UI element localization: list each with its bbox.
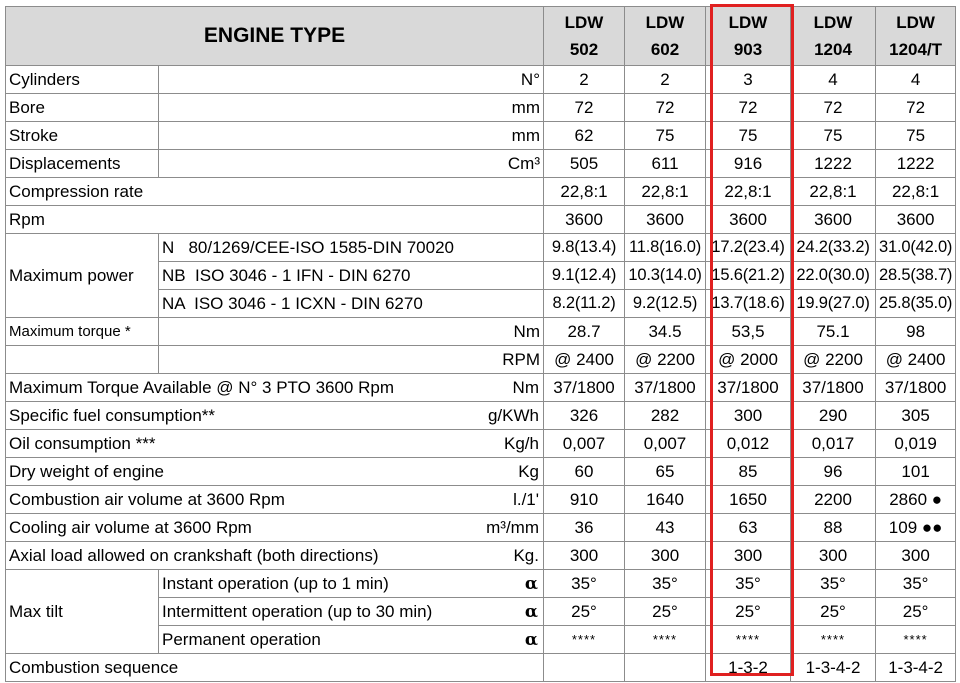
cell: 300 — [876, 542, 956, 570]
cell: 72 — [876, 94, 956, 122]
row-displacements — [6, 150, 956, 178]
cell: 9.8(13.4) — [544, 234, 625, 262]
cell: 1222 — [876, 150, 956, 178]
cell: 2 — [544, 66, 625, 94]
cell: 22,8:1 — [706, 178, 791, 206]
cell: 0,007 — [544, 430, 625, 458]
cell: 300 — [706, 542, 791, 570]
cell: 63 — [706, 514, 791, 542]
alpha-unit: α — [524, 601, 538, 622]
alpha-unit: α — [524, 573, 538, 594]
row-unit: mm — [159, 94, 544, 122]
row-unit: Nm — [512, 377, 539, 397]
cell: 290 — [791, 402, 876, 430]
cell: 25.8(35.0) — [876, 290, 956, 318]
cell: 1-3-4-2 — [876, 654, 956, 682]
cell: 72 — [544, 94, 625, 122]
cell: 19.9(27.0) — [791, 290, 876, 318]
sub-label: NB ISO 3046 - 1 IFN - DIN 6270 — [159, 262, 544, 290]
cell: 35° — [791, 570, 876, 598]
cell: 13.7(18.6) — [706, 290, 791, 318]
cell: 3 — [706, 66, 791, 94]
cell: @ 2400 — [544, 346, 625, 374]
cell: 34.5 — [625, 318, 706, 346]
cell: **** — [791, 626, 876, 654]
row-unit: mm — [159, 122, 544, 150]
sub-label: N 80/1269/CEE-ISO 1585-DIN 70020 — [159, 234, 544, 262]
cell — [625, 654, 706, 682]
row-cooling-air — [6, 514, 956, 542]
engine-type-heading: ENGINE TYPE — [6, 7, 544, 66]
row-rpm — [6, 206, 956, 234]
cell: 9.1(12.4) — [544, 262, 625, 290]
row-label: Cooling air volume at 3600 Rpm — [9, 517, 252, 537]
row-max-torque-rpm — [6, 346, 956, 374]
max-tilt-label: Max tilt — [6, 570, 159, 654]
cell: 36 — [544, 514, 625, 542]
cell: 0,012 — [706, 430, 791, 458]
cell: 96 — [791, 458, 876, 486]
model-header-ldw602: LDW 602 — [625, 7, 706, 66]
sub-label: Instant operation (up to 1 min) — [162, 573, 389, 593]
sub-label: Permanent operation — [162, 629, 321, 649]
row-label-unit — [6, 402, 544, 430]
cell: 98 — [876, 318, 956, 346]
row-label: Dry weight of engine — [9, 461, 164, 481]
cell: 35° — [876, 570, 956, 598]
engine-spec-table — [5, 6, 956, 682]
row-stroke — [6, 122, 956, 150]
cell: 75 — [706, 122, 791, 150]
cell: 1-3-2 — [706, 654, 791, 682]
cell: 22,8:1 — [625, 178, 706, 206]
row-label-unit — [6, 542, 544, 570]
row-label: Stroke — [6, 122, 159, 150]
row-label-unit — [6, 514, 544, 542]
cell: 22,8:1 — [544, 178, 625, 206]
cell: 28.7 — [544, 318, 625, 346]
cell: 37/1800 — [876, 374, 956, 402]
cell: 75 — [625, 122, 706, 150]
cell: 25° — [544, 598, 625, 626]
cell: 1650 — [706, 486, 791, 514]
cell — [544, 654, 625, 682]
row-unit: g/KWh — [487, 405, 539, 425]
row-max-torque — [6, 318, 956, 346]
cell: 910 — [544, 486, 625, 514]
cell: 25° — [791, 598, 876, 626]
cell: 65 — [625, 458, 706, 486]
cell: 0,017 — [791, 430, 876, 458]
cell: 72 — [791, 94, 876, 122]
cell: 10.3(14.0) — [625, 262, 706, 290]
row-label-unit — [6, 486, 544, 514]
cell: 22,8:1 — [876, 178, 956, 206]
row-unit: l./1' — [513, 489, 539, 509]
model-header-ldw502: LDW 502 — [544, 7, 625, 66]
row-combustion-sequence — [6, 654, 956, 682]
row-axial-load — [6, 542, 956, 570]
cell: 35° — [706, 570, 791, 598]
row-label: Axial load allowed on crankshaft (both directions) — [9, 545, 379, 565]
sub-label: Intermittent operation (up to 30 min) — [162, 601, 433, 621]
sub-label-unit — [159, 626, 544, 654]
cell: 3600 — [625, 206, 706, 234]
row-label-unit — [6, 374, 544, 402]
model-header-ldw1204: LDW 1204 — [791, 7, 876, 66]
sub-label-unit — [159, 598, 544, 626]
cell: 300 — [544, 542, 625, 570]
cell: 88 — [791, 514, 876, 542]
row-tilt-instant — [6, 570, 956, 598]
cell: 22,8:1 — [791, 178, 876, 206]
cell: 75.1 — [791, 318, 876, 346]
row-unit: RPM — [159, 346, 544, 374]
cell: 3600 — [706, 206, 791, 234]
alpha-unit: α — [524, 629, 538, 650]
cell: 31.0(42.0) — [876, 234, 956, 262]
cell: 300 — [706, 402, 791, 430]
cell: 0,007 — [625, 430, 706, 458]
cell: 72 — [706, 94, 791, 122]
cell: 282 — [625, 402, 706, 430]
cell: 22.0(30.0) — [791, 262, 876, 290]
cell: 3600 — [791, 206, 876, 234]
cell: 916 — [706, 150, 791, 178]
row-compression-rate — [6, 178, 956, 206]
row-label: Oil consumption *** — [9, 433, 156, 453]
row-unit: Kg. — [513, 545, 539, 565]
max-power-label: Maximum power — [6, 234, 159, 318]
sub-label-unit — [159, 570, 544, 598]
cell: 9.2(12.5) — [625, 290, 706, 318]
cell: 0,019 — [876, 430, 956, 458]
row-label: Rpm — [6, 206, 544, 234]
cell: 8.2(11.2) — [544, 290, 625, 318]
cell: 11.8(16.0) — [625, 234, 706, 262]
row-label: Displacements — [6, 150, 159, 178]
cell: 2 — [625, 66, 706, 94]
row-label: Maximum Torque Available @ N° 3 PTO 3600 Rpm — [9, 377, 395, 397]
cell: 24.2(33.2) — [791, 234, 876, 262]
cell: @ 2200 — [625, 346, 706, 374]
row-bore — [6, 94, 956, 122]
row-combustion-air — [6, 486, 956, 514]
row-fuel — [6, 402, 956, 430]
row-label: Specific fuel consumption** — [9, 405, 216, 425]
row-label-unit — [6, 458, 544, 486]
cell: 60 — [544, 458, 625, 486]
cell: 75 — [791, 122, 876, 150]
row-cylinders — [6, 66, 956, 94]
row-dry-weight — [6, 458, 956, 486]
cell: 37/1800 — [544, 374, 625, 402]
cell: 1640 — [625, 486, 706, 514]
cell: @ 2000 — [706, 346, 791, 374]
cell: 28.5(38.7) — [876, 262, 956, 290]
row-label: Combustion air volume at 3600 Rpm — [9, 489, 285, 509]
row-unit: N° — [159, 66, 544, 94]
cell: 17.2(23.4) — [706, 234, 791, 262]
cell: 2200 — [791, 486, 876, 514]
cell: 25° — [876, 598, 956, 626]
cell: 15.6(21.2) — [706, 262, 791, 290]
row-unit: Nm — [159, 318, 544, 346]
row-max-power-n — [6, 234, 956, 262]
cell: 35° — [544, 570, 625, 598]
cell: 300 — [791, 542, 876, 570]
cell: 3600 — [544, 206, 625, 234]
cell: 25° — [625, 598, 706, 626]
row-label-unit — [6, 430, 544, 458]
cell: 35° — [625, 570, 706, 598]
cell: **** — [625, 626, 706, 654]
row-label: Compression rate — [6, 178, 544, 206]
row-unit: Kg/h — [504, 433, 539, 453]
cell: 4 — [876, 66, 956, 94]
cell: 300 — [625, 542, 706, 570]
sub-label: NA ISO 3046 - 1 ICXN - DIN 6270 — [159, 290, 544, 318]
row-label: Cylinders — [6, 66, 159, 94]
cell: 37/1800 — [791, 374, 876, 402]
cell: 109 ●● — [876, 514, 956, 542]
cell: 2860 ● — [876, 486, 956, 514]
cell: 1222 — [791, 150, 876, 178]
cell: 72 — [625, 94, 706, 122]
cell: 75 — [876, 122, 956, 150]
cell: **** — [544, 626, 625, 654]
cell: 37/1800 — [625, 374, 706, 402]
cell: 1-3-4-2 — [791, 654, 876, 682]
cell: 505 — [544, 150, 625, 178]
cell: 611 — [625, 150, 706, 178]
header-row — [6, 7, 956, 66]
row-label-empty — [6, 346, 159, 374]
cell: 53,5 — [706, 318, 791, 346]
cell: 43 — [625, 514, 706, 542]
row-unit: Cm³ — [159, 150, 544, 178]
model-header-ldw1204t: LDW 1204/T — [876, 7, 956, 66]
cell: @ 2400 — [876, 346, 956, 374]
row-torque-pto — [6, 374, 956, 402]
cell: 62 — [544, 122, 625, 150]
row-label: Maximum torque * — [6, 318, 159, 346]
cell: 25° — [706, 598, 791, 626]
cell: 3600 — [876, 206, 956, 234]
cell: **** — [876, 626, 956, 654]
row-oil — [6, 430, 956, 458]
row-unit: m³/mm — [486, 517, 539, 537]
cell: **** — [706, 626, 791, 654]
row-label: Bore — [6, 94, 159, 122]
row-unit: Kg — [518, 461, 539, 481]
cell: 4 — [791, 66, 876, 94]
cell: 326 — [544, 402, 625, 430]
cell: 101 — [876, 458, 956, 486]
cell: 37/1800 — [706, 374, 791, 402]
cell: 85 — [706, 458, 791, 486]
cell: 305 — [876, 402, 956, 430]
cell: @ 2200 — [791, 346, 876, 374]
row-label: Combustion sequence — [6, 654, 544, 682]
model-header-ldw903: LDW 903 — [706, 7, 791, 66]
